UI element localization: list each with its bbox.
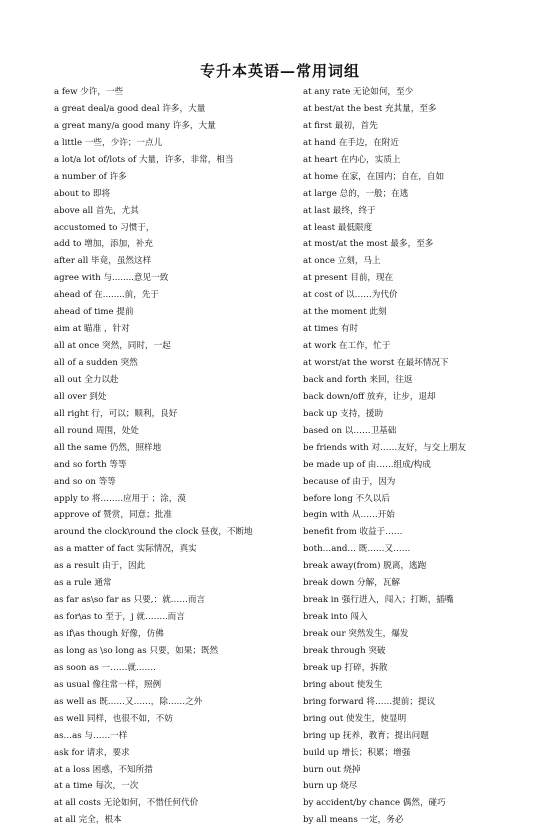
phrase-entry: by accident/by chance 偶然，碰巧 <box>303 798 446 809</box>
phrase-entry: at the moment 此刻 <box>303 307 387 318</box>
phrase-entry: break through 突破 <box>303 645 386 656</box>
phrase-entry: at any rate 无论如何，至少 <box>303 87 414 97</box>
phrase-entry: as soon as 一……就……. <box>54 662 156 673</box>
phrase-entry: at hand 在手边，在附近 <box>303 137 399 148</box>
phrase-entry: as long as \so long as 只要，如果；既然 <box>54 645 219 656</box>
phrase-entry: burn up 烧尽 <box>303 781 358 792</box>
phrase-entry: apply to 将……..应用于 ；涂，漠 <box>54 493 186 504</box>
phrase-entry: as far as\so far as 只要,：就……而言 <box>54 595 206 606</box>
phrase-entry: be made up of 由……组成/构成 <box>303 459 431 470</box>
phrase-entry: as…as 与……一样 <box>54 730 128 741</box>
phrase-entry: before long 不久以后 <box>303 493 390 504</box>
phrase-entry: as well 同样，也很不如，不妨 <box>54 713 173 724</box>
phrase-entry: bring out 使发生，使显明 <box>303 713 407 724</box>
phrase-entry: add to 增加，添加，补充 <box>54 239 153 250</box>
phrase-entry: break up 打碎，拆散 <box>303 662 388 673</box>
phrase-entry: accustomed to 习惯于， <box>54 222 155 233</box>
phrase-entry: as if\as though 好像，仿佛 <box>54 629 164 639</box>
phrase-entry: at cost of 以……为代价 <box>303 290 398 301</box>
phrase-entry: at home 在家，在国内；自在，自如 <box>303 171 445 182</box>
phrase-entry: at a loss 困惑，不知所措 <box>54 764 153 775</box>
phrase-entry: a great deal/a good deal 许多，大量 <box>54 103 206 114</box>
phrase-entry: bring up 抚养，教育；提出问题 <box>303 730 429 741</box>
phrase-entry: above all 首先，尤其 <box>54 205 139 216</box>
phrase-entry: ahead of time 提前 <box>54 307 134 318</box>
phrase-entry: all round 周围，处处 <box>54 425 139 436</box>
phrase-entry: as well as 既……又……，除……之外 <box>54 696 203 707</box>
phrase-entry: as a rule 通常 <box>54 578 112 589</box>
phrase-entry: back up 支持，援助 <box>303 408 384 419</box>
phrase-entry: both…and… 既……又…… <box>303 544 411 555</box>
phrase-entry: as a result 由于，因此 <box>54 561 146 572</box>
phrase-entry: around the clock\round the clock 昼夜，不断地 <box>54 527 253 538</box>
phrase-entry: about to 即将 <box>54 188 111 199</box>
phrase-entry: be friends with 对……友好，与交上朋友 <box>303 442 466 453</box>
phrase-entry: break our 突然发生，爆发 <box>303 629 409 639</box>
phrase-entry: break into 闯入 <box>303 612 368 623</box>
phrase-entry: break down 分解，瓦解 <box>303 578 401 589</box>
phrase-entry: as for\as to 至于，j 就……..而言 <box>54 612 185 623</box>
phrase-entry: at most/at the most 最多，至多 <box>303 239 434 250</box>
phrase-entry: and so forth 等等 <box>54 459 127 470</box>
phrase-entry: benefit from 收益于…… <box>303 527 403 538</box>
phrase-entry: all of a sudden 突然 <box>54 358 138 368</box>
phrase-entry: by all means 一定，务必 <box>303 815 404 826</box>
phrase-entry: build up 增长；积累；增强 <box>303 747 411 758</box>
phrase-entry: ahead of 在........前，先于 <box>54 290 160 301</box>
phrase-entry: at once 立刻，马上 <box>303 256 381 267</box>
phrase-entry: burn out 烧掉 <box>303 764 361 775</box>
phrase-entry: aim at 瞄准 ，针对 <box>54 324 130 335</box>
phrase-entry: because of 由于，因为 <box>303 476 396 487</box>
phrase-column-left <box>54 84 294 829</box>
phrase-entry: at times 有时 <box>303 324 359 335</box>
phrase-entry: at first 最初，首先 <box>303 120 378 131</box>
phrase-entry: agree with 与........意见一致 <box>54 273 169 284</box>
phrase-entry: a little 一些，少许；一点儿 <box>54 137 163 148</box>
phrase-entry: based on 以……卫基础 <box>303 425 397 436</box>
phrase-entry: at all costs 无论如何，不惜任何代价 <box>54 798 199 809</box>
phrase-entry: all out 全力以赴 <box>54 374 119 385</box>
phrase-entry: break away(from) 脱离，逃跑 <box>303 561 427 572</box>
phrase-entry: at large 总的，一般；在逃 <box>303 188 409 199</box>
phrase-entry: back down/off 放弃，让步，退却 <box>303 391 436 402</box>
phrase-entry: after all 毕竟，虽然这样 <box>54 256 152 267</box>
phrase-entry: as a matter of fact 实际情况，真实 <box>54 544 197 555</box>
phrase-entry: ask for 请求，要求 <box>54 747 130 758</box>
phrase-entry: a lot/a lot of/lots of 大量，许多，非常，相当 <box>54 154 234 165</box>
phrase-entry: and so on 等等 <box>54 476 116 487</box>
phrase-entry: at heart 在内心，实质上 <box>303 154 401 165</box>
phrase-entry: at least 最低限度 <box>303 222 373 233</box>
phrase-entry: begin with 从……开始 <box>303 510 395 521</box>
phrase-entry: all the same 仍然，照样地 <box>54 442 162 453</box>
phrase-entry: at a time 每次，一次 <box>54 781 139 792</box>
phrase-entry: at best/at the best 充其量，至多 <box>303 103 437 114</box>
phrase-entry: a number of 许多 <box>54 171 127 182</box>
phrase-entry: at present 目前，现在 <box>303 273 394 284</box>
phrase-entry: all right 行，可以；顺利，良好 <box>54 408 178 419</box>
phrase-entry: as usual 像往常一样，照例 <box>54 679 162 690</box>
phrase-entry: break in 强行进入，闯入；打断，插嘴 <box>303 595 454 606</box>
phrase-entry: back and forth 来回，往返 <box>303 374 413 385</box>
phrase-column-right <box>303 84 553 829</box>
phrase-entry: at last 最终，终于 <box>303 205 376 216</box>
phrase-entry: all over 到处 <box>54 391 107 402</box>
phrase-entry: at all 完全，根本 <box>54 815 122 826</box>
phrase-entry: approve of 赞赏，同意；批准 <box>54 510 172 521</box>
phrase-entry: at worst/at the worst 在最坏情况下 <box>303 358 449 368</box>
phrase-entry: bring forward 将……提前；提议 <box>303 696 436 707</box>
phrase-entry: at work 在工作，忙于 <box>303 341 391 352</box>
phrase-entry: a great many/a good many 许多，大量 <box>54 120 216 131</box>
phrase-entry: a few 少许，一些 <box>54 87 124 97</box>
page-title: 专升本英语—常用词组 <box>199 62 360 80</box>
phrase-entry: all at once 突然，同时，一起 <box>54 341 171 352</box>
phrase-entry: bring about 使发生 <box>303 679 383 690</box>
